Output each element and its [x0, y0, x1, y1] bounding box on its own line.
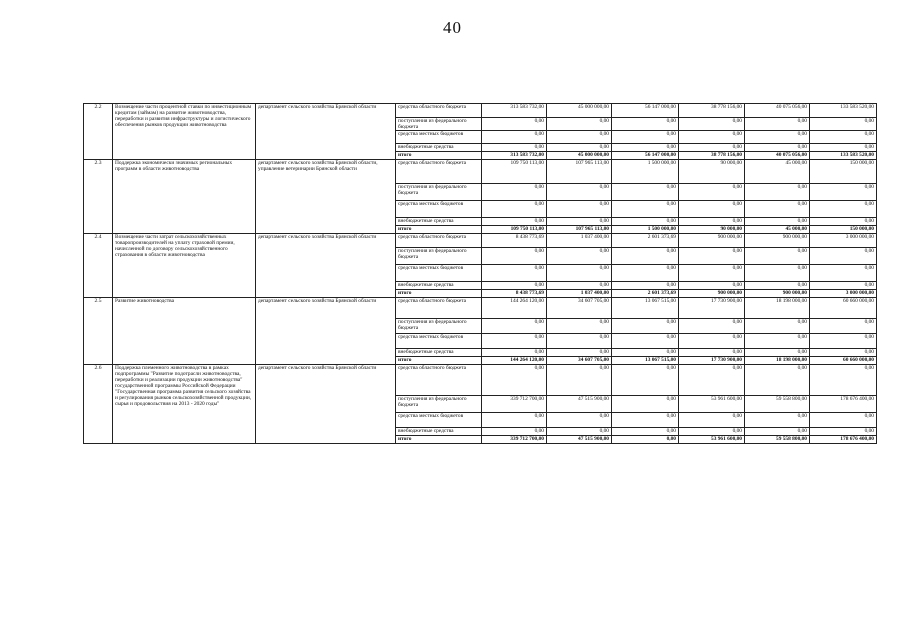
amount-cell: 0,00: [679, 265, 745, 282]
funding-source: поступления из федерального бюджета: [396, 184, 482, 201]
amount-cell: 0,00: [612, 349, 679, 357]
amount-cell: 0,00: [745, 118, 810, 131]
amount-cell: 0,00: [612, 413, 679, 428]
amount-cell: 56 147 000,00: [612, 104, 679, 118]
table-row: [84, 104, 877, 118]
section-index: 2.6: [84, 365, 113, 444]
amount-cell: 0,00: [612, 334, 679, 349]
funding-source: средства областного бюджета: [396, 298, 482, 319]
section-executor: департамент сельского хозяйства Брянской области: [256, 234, 396, 298]
amount-cell: 900 000,00: [745, 234, 810, 248]
amount-cell: 0,00: [679, 248, 745, 265]
amount-cell: 0,00: [745, 201, 810, 218]
funding-source: итого: [396, 357, 482, 365]
section-index: 2.3: [84, 160, 113, 234]
table-row: [84, 298, 877, 319]
amount-cell: 0,00: [547, 334, 612, 349]
amount-cell: 313 583 732,00: [482, 152, 547, 160]
amount-cell: 17 730 900,00: [679, 357, 745, 365]
amount-cell: 0,00: [482, 144, 547, 152]
amount-cell: 0,00: [679, 413, 745, 428]
funding-source: внебюджетные средства: [396, 218, 482, 226]
budget-table: [83, 103, 877, 444]
funding-source: поступления из федерального бюджета: [396, 319, 482, 334]
amount-cell: 0,00: [810, 428, 877, 436]
section-name: Поддержка племенного животноводства в рамках подпрограммы "Развитие подотрасли животноводства, переработки и реализации продукции животноводства" государственной программы Российской Федерации "Государственная программа развития сельского хозяйства и регулирования рынков сельскохозяйственной продукции, сырья и продовольствия на 2013 - 2020 годы": [113, 365, 256, 444]
amount-cell: 0,00: [547, 365, 612, 396]
amount-cell: 0,00: [679, 144, 745, 152]
amount-cell: 0,00: [547, 131, 612, 144]
amount-cell: 0,00: [810, 184, 877, 201]
amount-cell: 53 961 600,00: [679, 436, 745, 444]
amount-cell: 0,00: [482, 282, 547, 290]
page-number: 40: [443, 18, 462, 37]
amount-cell: 0,00: [612, 396, 679, 413]
amount-cell: 3 000 000,00: [810, 290, 877, 298]
amount-cell: 0,00: [679, 334, 745, 349]
amount-cell: 0,00: [810, 248, 877, 265]
amount-cell: 0,00: [612, 319, 679, 334]
amount-cell: 0,00: [547, 201, 612, 218]
amount-cell: 900 000,00: [745, 290, 810, 298]
amount-cell: 40 075 056,00: [745, 104, 810, 118]
funding-source: внебюджетные средства: [396, 428, 482, 436]
amount-cell: 0,00: [612, 282, 679, 290]
amount-cell: 0,00: [482, 118, 547, 131]
section-name: Поддержка экономически значимых региональных программ в области животноводства: [113, 160, 256, 234]
amount-cell: 0,00: [810, 144, 877, 152]
amount-cell: 0,00: [745, 428, 810, 436]
amount-cell: 2 601 373,69: [612, 290, 679, 298]
amount-cell: 0,00: [482, 413, 547, 428]
amount-cell: 178 676 400,00: [810, 436, 877, 444]
section-index: 2.2: [84, 104, 113, 160]
section-executor: департамент сельского хозяйства Брянской области: [256, 104, 396, 160]
amount-cell: 0,00: [482, 248, 547, 265]
amount-cell: 0,00: [810, 334, 877, 349]
amount-cell: 0,00: [810, 118, 877, 131]
funding-source: внебюджетные средства: [396, 349, 482, 357]
amount-cell: 45 000 000,00: [547, 104, 612, 118]
funding-source: средства местных бюджетов: [396, 413, 482, 428]
amount-cell: 0,00: [679, 184, 745, 201]
amount-cell: 0,00: [612, 428, 679, 436]
amount-cell: 0,00: [810, 218, 877, 226]
amount-cell: 60 660 000,00: [810, 357, 877, 365]
funding-source: средства местных бюджетов: [396, 265, 482, 282]
amount-cell: 0,00: [679, 282, 745, 290]
amount-cell: 0,00: [745, 248, 810, 265]
funding-source: средства областного бюджета: [396, 160, 482, 184]
funding-source: поступления из федерального бюджета: [396, 396, 482, 413]
section-name: Развитие животноводства: [113, 298, 256, 365]
amount-cell: 0,00: [547, 118, 612, 131]
amount-cell: 0,00: [810, 365, 877, 396]
amount-cell: 40 075 056,00: [745, 152, 810, 160]
amount-cell: 0,00: [745, 334, 810, 349]
amount-cell: 0,00: [547, 282, 612, 290]
funding-source: средства областного бюджета: [396, 234, 482, 248]
amount-cell: 38 778 156,00: [679, 152, 745, 160]
amount-cell: 0,00: [679, 319, 745, 334]
amount-cell: 313 583 732,00: [482, 104, 547, 118]
table-row: [84, 160, 877, 184]
amount-cell: 0,00: [612, 436, 679, 444]
amount-cell: 0,00: [482, 334, 547, 349]
amount-cell: 900 000,00: [679, 290, 745, 298]
amount-cell: 0,00: [547, 319, 612, 334]
amount-cell: 0,00: [679, 131, 745, 144]
amount-cell: 59 558 800,00: [745, 396, 810, 413]
funding-source: поступления из федерального бюджета: [396, 248, 482, 265]
amount-cell: 47 515 900,00: [547, 396, 612, 413]
amount-cell: 0,00: [612, 118, 679, 131]
amount-cell: 56 147 000,00: [612, 152, 679, 160]
amount-cell: 0,00: [612, 218, 679, 226]
table-row: [84, 365, 877, 396]
section-index: 2.4: [84, 234, 113, 298]
amount-cell: 0,00: [810, 265, 877, 282]
amount-cell: 59 558 800,00: [745, 436, 810, 444]
amount-cell: 0,00: [547, 184, 612, 201]
amount-cell: 0,00: [679, 365, 745, 396]
amount-cell: 0,00: [547, 349, 612, 357]
amount-cell: 53 961 600,00: [679, 396, 745, 413]
amount-cell: 150 000,00: [810, 226, 877, 234]
amount-cell: 13 067 515,00: [612, 298, 679, 319]
amount-cell: 0,00: [547, 248, 612, 265]
amount-cell: 1 037 400,00: [547, 290, 612, 298]
funding-source: итого: [396, 152, 482, 160]
amount-cell: 339 712 700,00: [482, 396, 547, 413]
amount-cell: 0,00: [745, 365, 810, 396]
amount-cell: 0,00: [679, 201, 745, 218]
amount-cell: 0,00: [482, 319, 547, 334]
amount-cell: 0,00: [482, 349, 547, 357]
amount-cell: 34 607 705,00: [547, 357, 612, 365]
amount-cell: 1 500 000,00: [612, 160, 679, 184]
section-executor: департамент сельского хозяйства Брянской области: [256, 298, 396, 365]
budget-table-body: [84, 104, 877, 444]
amount-cell: 0,00: [612, 201, 679, 218]
amount-cell: 13 067 515,00: [612, 357, 679, 365]
amount-cell: 18 198 000,00: [745, 298, 810, 319]
amount-cell: 60 660 000,00: [810, 298, 877, 319]
amount-cell: 178 676 400,00: [810, 396, 877, 413]
amount-cell: 0,00: [745, 319, 810, 334]
amount-cell: 3 000 000,00: [810, 234, 877, 248]
amount-cell: 0,00: [810, 282, 877, 290]
amount-cell: 1 500 000,00: [612, 226, 679, 234]
amount-cell: 0,00: [612, 184, 679, 201]
amount-cell: 0,00: [482, 428, 547, 436]
amount-cell: 0,00: [810, 349, 877, 357]
funding-source: средства местных бюджетов: [396, 131, 482, 144]
amount-cell: 0,00: [612, 265, 679, 282]
funding-source: средства местных бюджетов: [396, 201, 482, 218]
amount-cell: 0,00: [612, 144, 679, 152]
amount-cell: 34 607 705,00: [547, 298, 612, 319]
amount-cell: 0,00: [745, 265, 810, 282]
funding-source: средства местных бюджетов: [396, 334, 482, 349]
amount-cell: 45 000 000,00: [547, 152, 612, 160]
amount-cell: 0,00: [547, 144, 612, 152]
funding-source: итого: [396, 226, 482, 234]
amount-cell: 0,00: [810, 319, 877, 334]
amount-cell: 38 778 156,00: [679, 104, 745, 118]
amount-cell: 0,00: [547, 265, 612, 282]
section-executor: департамент сельского хозяйства Брянской области, управление ветеринарии Брянской области: [256, 160, 396, 234]
amount-cell: 0,00: [810, 413, 877, 428]
amount-cell: 18 198 000,00: [745, 357, 810, 365]
funding-source: средства областного бюджета: [396, 104, 482, 118]
amount-cell: 109 750 113,00: [482, 160, 547, 184]
amount-cell: 133 583 520,00: [810, 104, 877, 118]
amount-cell: 47 515 900,00: [547, 436, 612, 444]
amount-cell: 0,00: [679, 218, 745, 226]
amount-cell: 8 438 773,69: [482, 234, 547, 248]
funding-source: итого: [396, 290, 482, 298]
amount-cell: 0,00: [482, 218, 547, 226]
amount-cell: 0,00: [547, 413, 612, 428]
amount-cell: 0,00: [547, 218, 612, 226]
section-name: Возмещение части затрат сельскохозяйственных товаропроизводителей на уплату страховой премии, начисленной по договору сельскохозяйственного страхования в области животноводства: [113, 234, 256, 298]
amount-cell: 0,00: [482, 184, 547, 201]
section-index: 2.5: [84, 298, 113, 365]
amount-cell: 0,00: [612, 365, 679, 396]
amount-cell: 0,00: [810, 201, 877, 218]
amount-cell: 45 000,00: [745, 160, 810, 184]
amount-cell: 0,00: [547, 428, 612, 436]
funding-source: внебюджетные средства: [396, 144, 482, 152]
amount-cell: 0,00: [745, 218, 810, 226]
amount-cell: 0,00: [745, 282, 810, 290]
amount-cell: 144 264 120,00: [482, 357, 547, 365]
amount-cell: 0,00: [482, 131, 547, 144]
section-executor: департамент сельского хозяйства Брянской области: [256, 365, 396, 444]
amount-cell: 45 000,00: [745, 226, 810, 234]
amount-cell: 339 712 700,00: [482, 436, 547, 444]
amount-cell: 0,00: [745, 413, 810, 428]
amount-cell: 0,00: [745, 144, 810, 152]
amount-cell: 17 730 900,00: [679, 298, 745, 319]
amount-cell: 0,00: [482, 365, 547, 396]
amount-cell: 0,00: [612, 248, 679, 265]
amount-cell: 0,00: [612, 131, 679, 144]
amount-cell: 0,00: [679, 349, 745, 357]
amount-cell: 0,00: [482, 265, 547, 282]
amount-cell: 133 583 520,00: [810, 152, 877, 160]
section-name: Возмещение части процентной ставки по инвестиционным кредитам (займам) на развитие животноводства, переработки и развития инфраструктуры и логистического обеспечения рынков продукции животноводства: [113, 104, 256, 160]
amount-cell: 90 000,00: [679, 226, 745, 234]
amount-cell: 0,00: [745, 184, 810, 201]
amount-cell: 0,00: [745, 131, 810, 144]
amount-cell: 144 264 120,00: [482, 298, 547, 319]
amount-cell: 107 965 113,00: [547, 226, 612, 234]
amount-cell: 0,00: [482, 201, 547, 218]
amount-cell: 150 000,00: [810, 160, 877, 184]
funding-source: внебюджетные средства: [396, 282, 482, 290]
amount-cell: 90 000,00: [679, 160, 745, 184]
table-row: [84, 234, 877, 248]
amount-cell: 107 965 113,00: [547, 160, 612, 184]
funding-source: средства областного бюджета: [396, 365, 482, 396]
amount-cell: 1 037 400,00: [547, 234, 612, 248]
amount-cell: 900 000,00: [679, 234, 745, 248]
amount-cell: 0,00: [679, 428, 745, 436]
amount-cell: 0,00: [810, 131, 877, 144]
amount-cell: 109 750 113,00: [482, 226, 547, 234]
amount-cell: 2 601 373,69: [612, 234, 679, 248]
amount-cell: 8 438 773,69: [482, 290, 547, 298]
amount-cell: 0,00: [745, 349, 810, 357]
funding-source: поступления из федерального бюджета: [396, 118, 482, 131]
funding-source: итого: [396, 436, 482, 444]
amount-cell: 0,00: [679, 118, 745, 131]
